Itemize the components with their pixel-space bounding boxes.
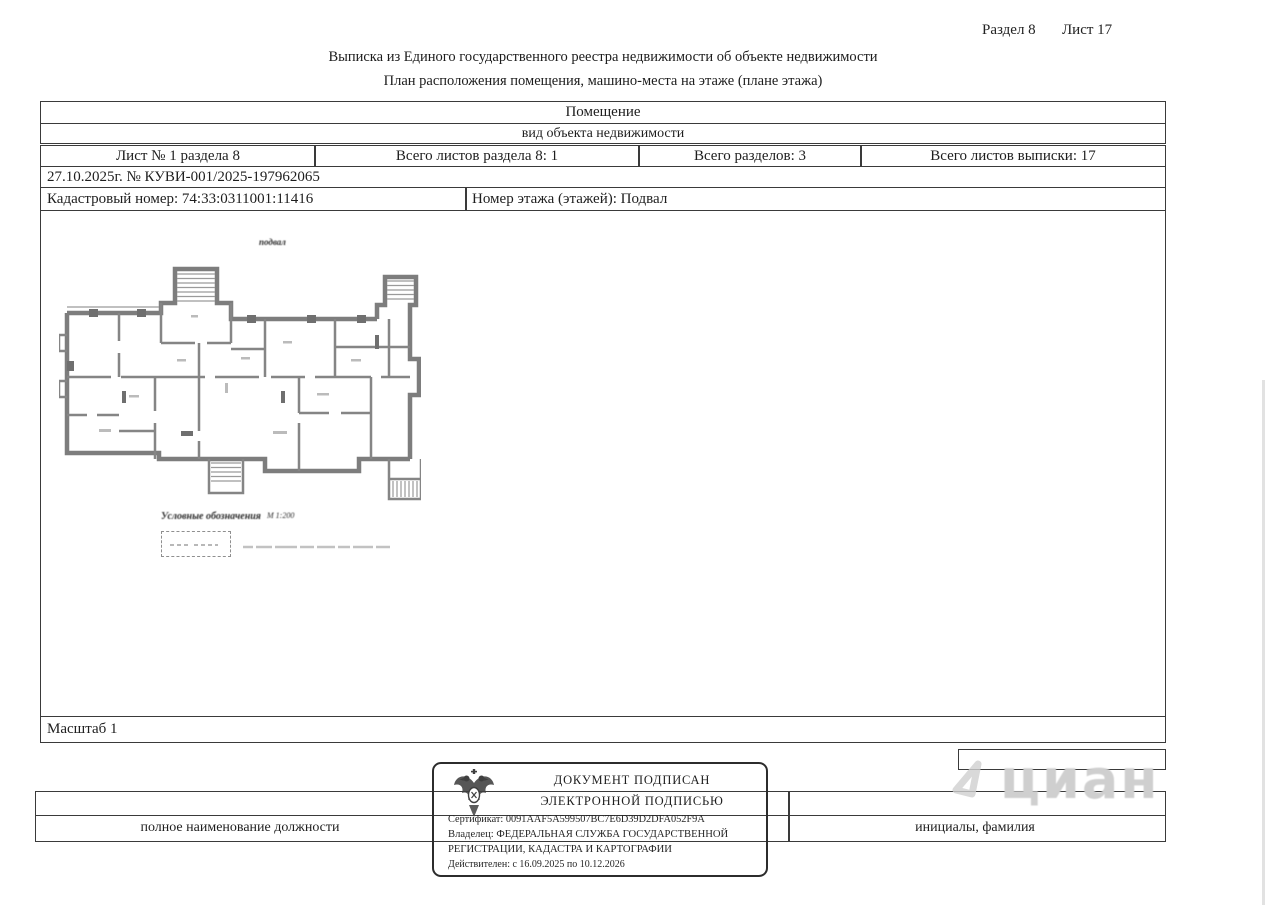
object-kind-caption: вид объекта недвижимости [521, 125, 685, 141]
watermark-logo-icon [952, 756, 1000, 800]
legend-symbol-smudge [162, 532, 232, 558]
sheet-info-cell-4 [860, 145, 1166, 167]
stamp-title-line1: ДОКУМЕНТ ПОДПИСАН [553, 773, 711, 787]
plan-area-box [40, 210, 1166, 717]
sheet-info-1: Лист № 1 раздела 8 [116, 147, 240, 164]
position-caption: полное наименование должности [140, 820, 340, 835]
object-kind-value: Помещение [565, 104, 641, 120]
extract-date-number: 27.10.2025г. № КУВИ-001/2025-197962065 [47, 168, 320, 185]
legend-description-smudge [241, 541, 421, 553]
object-kind-caption-row [40, 123, 1166, 144]
cadastral-number-cell [40, 187, 467, 211]
stamp-owner-line2: РЕГИСТРАЦИИ, КАДАСТРА И КАРТОГРАФИИ [448, 844, 672, 855]
stamp-certificate: Сертификат: 0091AAF5A599507BC7E6D39D2DFA052F9A [448, 814, 705, 825]
floor-number: Номер этажа (этажей): Подвал [472, 190, 668, 207]
scale-caption: Масштаб 1 [47, 721, 118, 737]
signature-divider [788, 791, 790, 842]
sheet-info-3: Всего разделов: 3 [693, 147, 807, 164]
sheet-info-cell-3 [638, 145, 862, 167]
date-number-row [40, 166, 1166, 188]
legend-scale: М 1:200 [267, 511, 295, 520]
sheet-info-2: Всего листов раздела 8: 1 [395, 147, 559, 164]
sheet-number: Лист 17 [1062, 22, 1113, 38]
sheet-info-4: Всего листов выписки: 17 [930, 147, 1096, 164]
sheet-info-cell-1 [40, 145, 316, 167]
floor-number-cell [465, 187, 1166, 211]
legend-symbol-box [161, 531, 231, 557]
stamp-validity: Действителен: с 16.09.2025 по 10.12.2026 [448, 859, 625, 870]
stamp-owner-line1: Владелец: ФЕДЕРАЛЬНАЯ СЛУЖБА ГОСУДАРСТВЕННОЙ [448, 829, 729, 840]
section-number: Раздел 8 [982, 22, 1036, 38]
cadastral-number: Кадастровый номер: 74:33:0311001:11416 [47, 190, 314, 207]
object-kind-row [40, 101, 1166, 124]
watermark-text: циан [1000, 748, 1160, 811]
floor-plan-drawing [59, 263, 421, 513]
plan-drawing-label: подвал [259, 237, 286, 247]
document-subtitle: План расположения помещения, машино-места на этаже (плане этажа) [383, 73, 823, 89]
sheet-info-cell-2 [314, 145, 640, 167]
scan-edge-artifact [1262, 380, 1265, 905]
name-caption: инициалы, фамилия [915, 820, 1035, 835]
legend-title: Условные обозначения [161, 511, 261, 522]
stamp-title-line2: ЭЛЕКТРОННОЙ ПОДПИСЬЮ [540, 794, 724, 808]
document-title: Выписка из Единого государственного реестра недвижимости об объекте недвижимости [328, 49, 878, 65]
scale-row [40, 716, 1166, 743]
digital-signature-stamp [432, 762, 768, 877]
